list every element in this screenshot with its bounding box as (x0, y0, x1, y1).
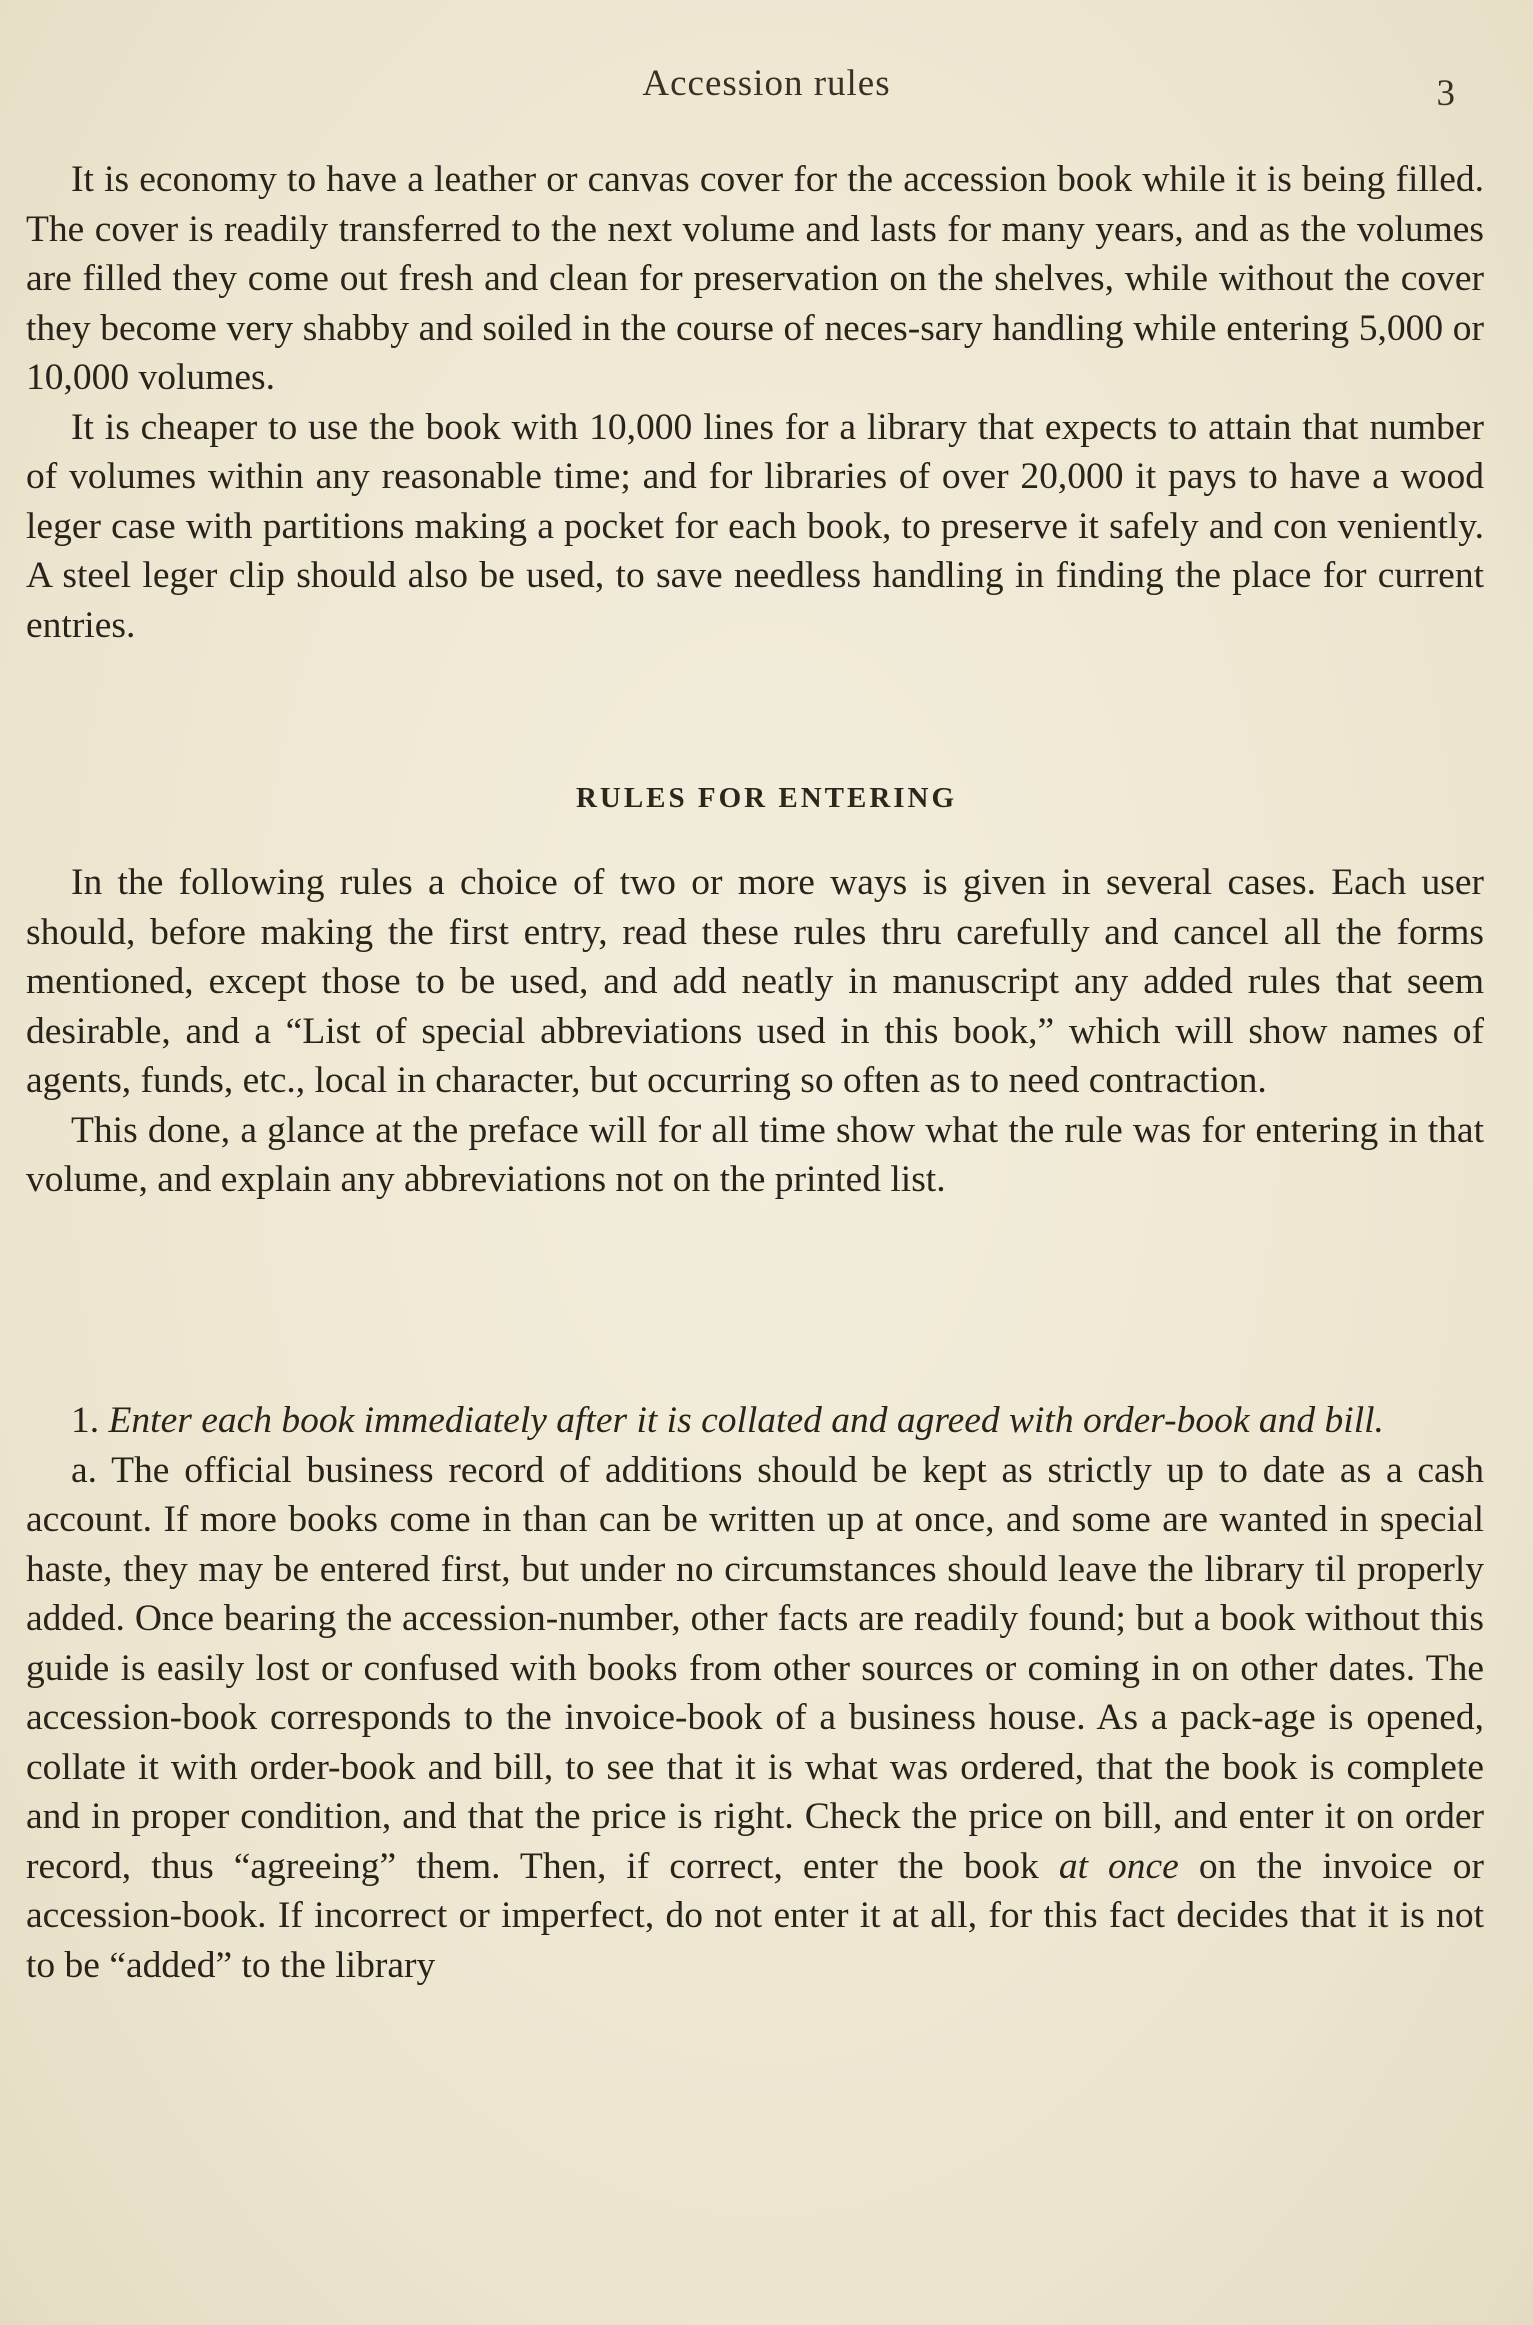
rule-1-sub-a-continuation: on the invoice or accession-book. If incorrect or imperfect, do not enter it at all, for this fact decides that it is not to be “added” to the library (26, 1845, 1484, 1986)
paragraph-preface: This done, a glance at the preface will for all time show what the rule was for entering in that volume, and explain any abbreviations not on the printed list. (26, 1109, 1484, 1200)
running-title: Accession rules (642, 63, 891, 104)
section-heading: RULES FOR ENTERING (575, 782, 958, 814)
rule-1-sub-a-emphasis: at once (1058, 1845, 1179, 1887)
rule-1-number: 1. (71, 1400, 100, 1441)
rule-1-title (26, 1396, 1484, 1446)
paragraph-leather-cover: It is economy to have a leather or canvas cover for the accession book while it is being filled. The cover is readily transferred to the next volume and lasts for many years, and as the volumes are filled they come out fresh and clean for preservation on the shelves, while without the cover they become very shabby and soiled in the course of neces-sary handling while entering 5,000 or 10,000 volumes. (26, 159, 1484, 398)
paragraph-following-rules: In the following rules a choice of two or more ways is given in several cases. Each user should, before making the first entry, read these rules thru carefully and cancel all the forms mentioned, except those to be used, and add neatly in manuscript any added rules that seem desirable, and a “List of special abbreviations used in this book,” which will show names of agents, funds, etc., local in character, but occurring so often as to need contraction. (26, 862, 1484, 1101)
page-number: 3 (1436, 73, 1455, 114)
paragraph-cheaper-book: It is cheaper to use the book with 10,000 lines for a library that expects to attain that number of volumes within any reasonable time; and for libraries of over 20,000 it pays to have a wood leger case with partitions making a pocket for each book, to preserve it safely and con veniently. A steel leger clip should also be used, to save needless handling in finding the place for current entries. (26, 406, 1484, 646)
rule-1-section (26, 1396, 1484, 1990)
rules-intro-section (26, 858, 1484, 1205)
rule-1-sub-a-text: a. The official business record of additions should be kept as strictly up to date as a cash account. If more books come in than can be written up at once, and some are wanted in special haste, they may be entered first, but under no circumstances should leave the library til properly added. Once bearing the accession-number, other facts are readily found; but a book without this guide is easily lost or confused with books from other sources or coming in on other dates. The accession-book corresponds to the invoice-book of a business house. As a pack-age is opened, collate it with order-book and bill, to see that it is what was ordered, that the book is complete and in proper condition, and that the price is right. Check the price on bill, and enter it on order record, thus “agreeing” them. Then, if correct, enter the book (26, 1449, 1484, 1887)
intro-section (26, 155, 1484, 650)
rule-1-sub-a (26, 1446, 1484, 1991)
rule-1-text: Enter each book immediately after it is collated and agreed with order-book and bill. (108, 1400, 1384, 1441)
